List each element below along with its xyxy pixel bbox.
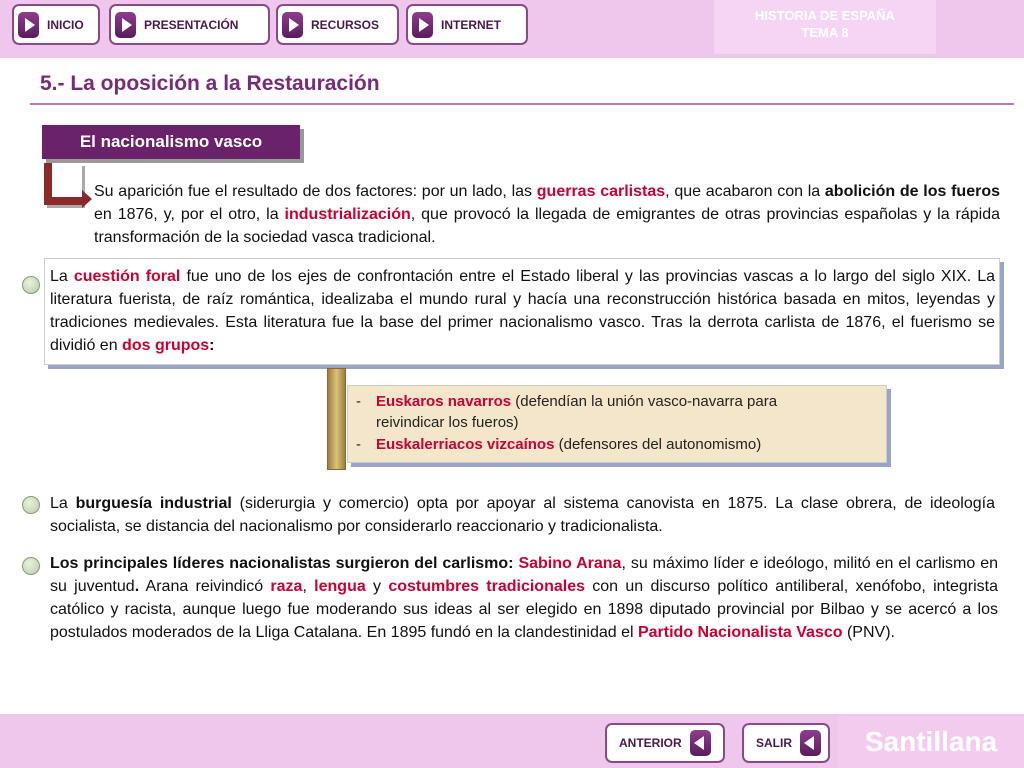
text-span: en 1876, y, por el otro, la <box>94 206 285 223</box>
nav-button-recursos[interactable] <box>276 4 399 45</box>
text-span: Arana reivindicó <box>139 578 271 595</box>
back-arrow-icon <box>800 730 821 756</box>
text-span: y <box>365 578 389 595</box>
text-span: con un discurso político antiliberal, xenófobo, integrista católico y racista, aunque luego fue moderando sus ideas al ser elegido en 1898 diputado provincial por Bilbao y se acercó a los postulados moderados de la Lliga Catalana. En 1895 fundó en la clandestinidad el <box>50 578 999 641</box>
highlight-raza: raza <box>270 578 303 595</box>
arrow-connector-icon <box>44 163 82 205</box>
highlight-lengua: lengua <box>314 578 366 595</box>
nav-button-inicio[interactable] <box>12 4 100 45</box>
bold-burguesia-industrial: burguesía industrial <box>75 495 232 512</box>
highlight-sabino-arana: Sabino Arana <box>518 555 622 572</box>
nav-label-recursos: RECURSOS <box>311 17 380 32</box>
play-icon <box>115 12 136 38</box>
course-title-line1: HISTORIA DE ESPAÑA <box>755 8 895 23</box>
text-span: . <box>134 578 140 595</box>
text-span: , su máximo líder e ideólogo, militó en el carlismo en su juventud <box>50 555 999 595</box>
heading-divider <box>30 103 1014 105</box>
list-dash: - <box>356 436 361 453</box>
anterior-label: ANTERIOR <box>619 736 682 750</box>
nav-label-inicio: INICIO <box>47 17 84 32</box>
play-icon <box>412 12 433 38</box>
section-subtitle-text: El nacionalismo vasco <box>79 132 263 151</box>
text-span: Su aparición fue el resultado de dos factores: por un lado, las <box>94 183 537 200</box>
paragraph-burguesia <box>50 492 995 538</box>
bullet-icon <box>22 276 40 294</box>
play-icon <box>18 12 39 38</box>
brand-text: Santillana <box>864 726 998 757</box>
group-desc-cont: reivindicar los fueros) <box>376 414 519 431</box>
text-span: La <box>50 268 74 285</box>
paragraph-origins <box>94 180 1000 249</box>
text-span: , <box>302 578 315 595</box>
back-arrow-icon <box>690 730 711 756</box>
paragraph-sabino-arana <box>50 552 998 644</box>
highlight-pnv: Partido Nacionalista Vasco <box>637 624 843 641</box>
group-desc: (defendían la unión vasco-navarra para <box>511 393 778 410</box>
text-span: (PNV). <box>842 624 895 641</box>
page-title: 5.- La oposición a la Restauración <box>40 72 380 95</box>
group-name: Euskaros navarros <box>376 393 512 410</box>
anterior-button[interactable] <box>605 723 725 763</box>
text-span: (siderurgia y comercio) opta por apoyar al sistema canovista en 1875. La clase obrera, de ideología socialista, se distancia del nacionalismo por considerarlo reaccionario y tradicionalista. <box>50 495 996 535</box>
arrow-head-icon <box>82 190 92 208</box>
bullet-icon <box>22 557 40 575</box>
list-item-euskaros <box>356 391 881 433</box>
nav-label-presentacion: PRESENTACIÓN <box>144 17 239 32</box>
nav-button-internet[interactable] <box>406 4 528 45</box>
course-title <box>714 0 936 54</box>
salir-button[interactable] <box>742 723 830 763</box>
santillana-logo <box>838 716 1024 768</box>
salir-label: SALIR <box>756 736 792 750</box>
highlight-costumbres: costumbres tradicionales <box>388 578 585 595</box>
list-dash: - <box>356 393 361 410</box>
play-icon <box>282 12 303 38</box>
highlight-cuestion-foral: cuestión foral <box>73 268 181 285</box>
text-span: fue uno de los ejes de confrontación entre el Estado liberal y las provincias vascas a lo largo del siglo XIX. La literatura fuerista, de raíz romántica, idealizaba el mundo rural y hacía una reconstrucción histórica basada en mitos, leyendas y tradiciones medievales. Esta literatura fue la base del primer nacionalismo vasco. Tras la derrota carlista de 1876, el fuerismo se dividió en <box>50 268 995 354</box>
text-span: : <box>209 337 215 354</box>
section-subtitle <box>42 125 300 159</box>
text-span: La <box>50 495 76 512</box>
highlight-dos-grupos: dos grupos <box>122 337 210 354</box>
group-desc: (defensores del autonomismo) <box>554 436 762 453</box>
bullet-icon <box>22 496 40 514</box>
highlight-industrializacion: industrialización <box>284 206 411 223</box>
bold-lideres: Los principales líderes nacionalistas surgieron del carlismo: <box>50 555 519 572</box>
nav-button-presentacion[interactable] <box>109 4 270 45</box>
bold-abolicion-fueros: abolición de los fueros <box>824 183 1001 200</box>
course-title-line2: TEMA 8 <box>801 25 849 40</box>
text-span: , que provocó la llegada de emigrantes de otras provincias españolas y la rápida transformación de la sociedad vasca tradicional. <box>94 206 1001 246</box>
list-item-euskalerriacos <box>356 434 881 455</box>
nav-label-internet: INTERNET <box>441 17 501 32</box>
paragraph-foral-question <box>50 265 995 357</box>
highlight-guerras-carlistas: guerras carlistas <box>536 183 666 200</box>
group-name: Euskalerriacos vizcaínos <box>376 436 555 453</box>
decorative-vertical-bar <box>327 368 346 470</box>
text-span: , que acabaron con la <box>665 183 825 200</box>
